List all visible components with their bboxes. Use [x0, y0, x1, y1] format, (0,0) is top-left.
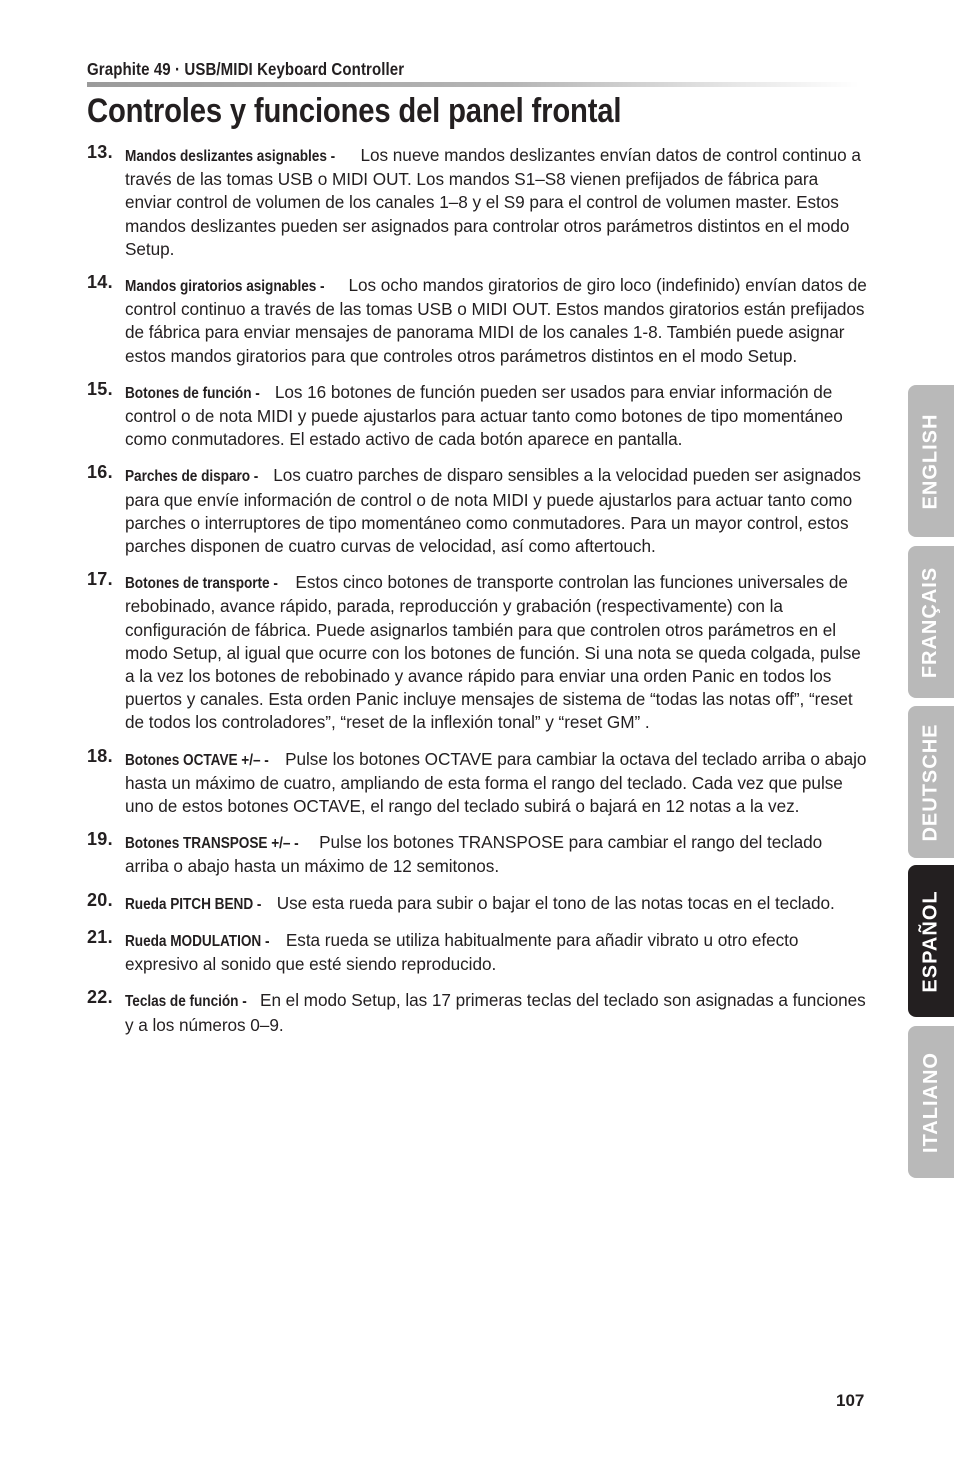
- item-number: 22.: [87, 987, 113, 1008]
- list-item: [87, 926, 867, 976]
- item-number: 18.: [87, 745, 113, 766]
- item-term: Parches de disparo -: [125, 468, 259, 486]
- item-text: [125, 929, 867, 976]
- list-item: [87, 831, 867, 878]
- item-text: [125, 464, 867, 558]
- tab-deutsche[interactable]: [908, 706, 954, 858]
- item-number: 20.: [87, 889, 113, 910]
- item-number: 16.: [87, 462, 113, 483]
- tab-label: ESPAÑOL: [919, 889, 942, 993]
- item-text: [125, 381, 867, 452]
- item-term: Teclas de función -: [125, 993, 247, 1011]
- tab-italiano[interactable]: [908, 1026, 954, 1178]
- list-item: [87, 464, 867, 558]
- item-term: Botones TRANSPOSE +/– -: [125, 835, 299, 853]
- item-description: Pulse los botones OCTAVE para cambiar la octava del teclado arriba o abajo hasta un máximo de cuatro, ampliando de esta forma el rango del teclado. Cada vez que pulse uno de estos botones OCTAVE, el rango del teclado subirá o bajará en 12 notas a la vez.: [125, 748, 867, 817]
- item-number: 15.: [87, 378, 113, 399]
- item-description: Esta rueda se utiliza habitualmente para añadir vibrato u otro efecto expresivo al sonido que esté siendo reproducido.: [125, 929, 799, 975]
- item-description: Pulse los botones TRANSPOSE para cambiar el rango del teclado arriba o abajo hasta un máximo de 12 semitonos.: [125, 832, 823, 877]
- item-description: Los 16 botones de función pueden ser usados para enviar información de control o de nota MIDI y puede ajustarlos para actuar tanto como botones de tipo momentáneo como conmutadores. El estado activo de cada botón aparece en pantalla.: [125, 381, 843, 450]
- list-item: [87, 144, 867, 261]
- item-number: 21.: [87, 926, 113, 947]
- page-title: Controles y funciones del panel frontal: [87, 92, 622, 130]
- tab-label: FRANÇAIS: [919, 566, 942, 678]
- item-description: Los cuatro parches de disparo sensibles a la velocidad pueden ser asignados para que envíe información de control o de nota MIDI y puede ajustarlos para actuar tanto como parches o interruptores de tipo momentáneo como conmutadores. Para un mayor control, estos parches disponen de cuatro curvas de velocidad, así como aftertouch.: [125, 465, 861, 557]
- header-rule: [87, 82, 859, 87]
- list-item: [87, 745, 867, 819]
- item-term: Botones OCTAVE +/– -: [125, 751, 269, 769]
- item-text: [125, 831, 867, 878]
- tab-espanol[interactable]: [908, 865, 954, 1017]
- list-item: [87, 274, 867, 368]
- item-text: [125, 274, 867, 368]
- item-text: [125, 144, 867, 261]
- list-item: [87, 378, 867, 452]
- item-number: 14.: [87, 272, 113, 293]
- item-number: 19.: [87, 829, 113, 850]
- item-term: Rueda MODULATION -: [125, 932, 270, 950]
- item-description: Estos cinco botones de transporte controlan las funciones universales de rebobinado, avance rápido, parada, reproducción y grabación (respectivamente) con la configuración de fábrica. Puede asignarlos también para que controlen otros parámetros en el modo Setup, al igual que ocurre con los botones de función. Si una nota se queda colgada, pulse a la vez los botones de rebobinado y avance rápido para enviar una orden Panic en todos los puertos y canales. Esta orden Panic incluye mensajes de sistema de “todas las notas off”, “reset de todos los controladores”, “reset de la inflexión tonal” y “reset GM” .: [125, 572, 861, 733]
- item-term: Botones de función -: [125, 384, 260, 402]
- item-text: [125, 989, 867, 1036]
- list-item: [87, 889, 867, 916]
- tab-francais[interactable]: [908, 546, 954, 698]
- item-term: Rueda PITCH BEND -: [125, 895, 262, 913]
- item-description: Los nueve mandos deslizantes envían datos de control continuo a través de las tomas USB o MIDI OUT. Los mandos S1–S8 vienen prefijados de fábrica para enviar control de volumen de los canales 1–8 y el S9 para el control de volumen master. Estos mandos deslizantes pueden ser asignados para controlar otros parámetros distintos en el modo Setup.: [125, 145, 861, 259]
- item-term: Botones de transporte -: [125, 575, 278, 593]
- item-text: [125, 748, 867, 819]
- tab-label: DEUTSCHE: [919, 722, 942, 842]
- tab-label: ENGLISH: [919, 413, 942, 509]
- tab-english[interactable]: [908, 385, 954, 537]
- list-item: [87, 571, 867, 734]
- item-term: Mandos deslizantes asignables -: [125, 148, 336, 165]
- feature-list: [87, 144, 867, 1050]
- item-description: Use esta rueda para subir o bajar el tono de las notas tocas en el teclado.: [276, 892, 835, 913]
- item-text: [125, 892, 867, 916]
- tab-label: ITALIANO: [919, 1051, 942, 1153]
- item-description: Los ocho mandos giratorios de giro loco (indefinido) envían datos de control continuo a través de las tomas USB o MIDI OUT. Estos mandos giratorios están prefijados de fábrica para enviar mensajes de panorama MIDI de los canales 1-8. También puede asignar estos mandos giratorios para que controles otros parámetros distintos en el modo Setup.: [125, 275, 867, 366]
- item-number: 17.: [87, 569, 113, 590]
- item-description: En el modo Setup, las 17 primeras teclas del teclado son asignadas a funciones y a los números 0–9.: [125, 990, 866, 1035]
- page-number: 107: [836, 1391, 865, 1410]
- item-number: 13.: [87, 142, 113, 162]
- item-term: Mandos giratorios asignables -: [125, 278, 325, 296]
- item-text: [125, 571, 867, 734]
- running-header: Graphite 49 · USB/MIDI Keyboard Controller: [87, 59, 405, 79]
- list-item: [87, 989, 867, 1036]
